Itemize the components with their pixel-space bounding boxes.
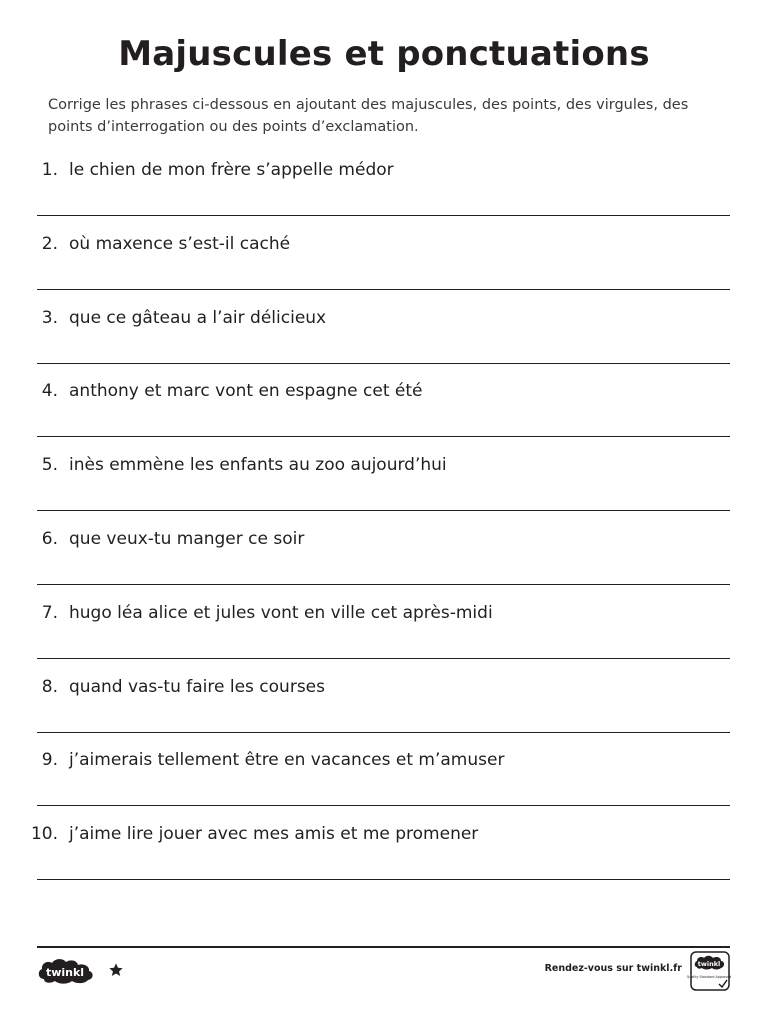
instructions: Corrige les phrases ci-dessous en ajoutant des majuscules, des points, des virgules, des points d’interrogation ou des points d’exclamation. bbox=[48, 97, 689, 135]
logo-text: twinkl bbox=[45, 966, 85, 979]
answer-line[interactable] bbox=[37, 805, 730, 806]
exercise-sentence: que ce gâteau a l’air délicieux bbox=[69, 307, 327, 328]
answer-line[interactable] bbox=[37, 289, 730, 290]
exercise-item bbox=[0, 306, 768, 380]
answer-line[interactable] bbox=[37, 584, 730, 585]
exercise-item bbox=[0, 675, 768, 749]
footer-divider bbox=[37, 946, 730, 948]
exercise-number: 3. bbox=[41, 307, 58, 328]
exercise-item bbox=[0, 158, 768, 232]
exercise-number: 9. bbox=[41, 750, 58, 771]
quality-badge-icon bbox=[686, 951, 732, 991]
answer-line[interactable] bbox=[37, 510, 730, 511]
exercise-number: 7. bbox=[41, 602, 58, 623]
exercise-item bbox=[0, 379, 768, 453]
exercise-sentence: inès emmène les enfants au zoo aujourd’hui bbox=[69, 455, 447, 476]
exercise-number: 5. bbox=[41, 455, 58, 476]
exercise-number: 4. bbox=[41, 381, 58, 402]
answer-line[interactable] bbox=[37, 658, 730, 659]
star-icon bbox=[108, 962, 124, 978]
exercise-sentence: j’aime lire jouer avec mes amis et me promener bbox=[69, 824, 479, 845]
page-title: Majuscules et ponctuations bbox=[118, 34, 650, 74]
twinkl-logo bbox=[36, 957, 96, 985]
badge-caption: Quality Standard Approved bbox=[686, 975, 732, 979]
exercise-number: 10. bbox=[30, 824, 58, 845]
exercise-number: 2. bbox=[41, 233, 58, 254]
exercise-item bbox=[0, 822, 768, 896]
answer-line[interactable] bbox=[37, 732, 730, 733]
exercise-item bbox=[0, 527, 768, 601]
exercise-number: 6. bbox=[41, 529, 58, 549]
exercise-sentence: où maxence s’est-il caché bbox=[69, 233, 291, 254]
answer-line[interactable] bbox=[37, 363, 730, 364]
exercise-sentence: j’aimerais tellement être en vacances et m’amuser bbox=[69, 750, 505, 771]
answer-line[interactable] bbox=[37, 879, 730, 880]
exercise-item bbox=[0, 232, 768, 306]
website-link[interactable]: Rendez-vous sur twinkl.fr bbox=[544, 963, 682, 974]
exercise-item bbox=[0, 453, 768, 527]
badge-logo-text: twinkl bbox=[697, 960, 721, 968]
exercise-sentence: quand vas-tu faire les courses bbox=[69, 676, 325, 697]
exercise-sentence: le chien de mon frère s’appelle médor bbox=[69, 160, 394, 180]
exercise-number: 8. bbox=[41, 676, 58, 697]
exercise-sentence: hugo léa alice et jules vont en ville cet après-midi bbox=[69, 602, 493, 623]
exercise-number: 1. bbox=[41, 160, 58, 180]
answer-line[interactable] bbox=[37, 436, 730, 437]
exercise-item bbox=[0, 601, 768, 675]
exercise-item bbox=[0, 748, 768, 822]
exercise-sentence: anthony et marc vont en espagne cet été bbox=[69, 381, 423, 402]
exercise-sentence: que veux-tu manger ce soir bbox=[69, 529, 305, 549]
answer-line[interactable] bbox=[37, 215, 730, 216]
